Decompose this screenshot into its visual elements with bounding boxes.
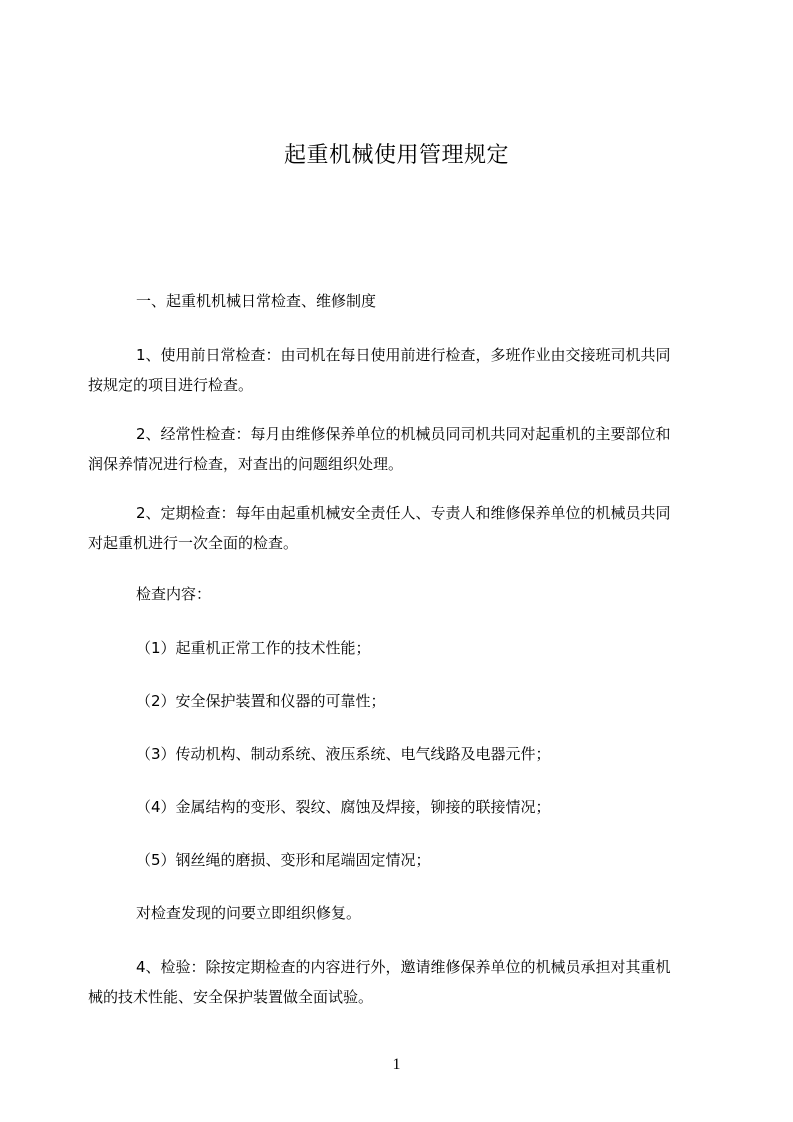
- paragraph-line: 4、检验：除按定期检查的内容进行外，邀请维修保养单位的机械员承担对其重机: [136, 958, 671, 976]
- section-heading: 一、起重机机械日常检查、维修制度: [136, 292, 377, 310]
- inspection-item-5: （5）钢丝绳的磨损、变形和尾端固定情况；: [136, 851, 431, 869]
- paragraph-line: 润保养情况进行检查，对查出的问题组织处理。: [88, 455, 404, 473]
- paragraph-line: 1、使用前日常检查：由司机在每日使用前进行检查，多班作业由交接班司机共同: [136, 346, 671, 364]
- paragraph-item-2: [88, 419, 671, 479]
- inspection-item-1: （1）起重机正常工作的技术性能；: [136, 639, 371, 657]
- inspection-item-2: （2）安全保护装置和仪器的可靠性；: [136, 692, 386, 710]
- inspection-item-4: （4）金属结构的变形、裂纹、腐蚀及焊接，铆接的联接情况；: [136, 798, 551, 816]
- document-title: 起重机械使用管理规定: [283, 143, 509, 168]
- repair-note: 对检查发现的问要立即组织修复。: [136, 904, 362, 922]
- paragraph-line: 2、经常性检查：每月由维修保养单位的机械员同司机共同对起重机的主要部位和: [136, 425, 671, 443]
- page-number: 1: [392, 1056, 401, 1073]
- paragraph-line: 对起重机进行一次全面的检查。: [88, 534, 299, 552]
- paragraph-item-1: [88, 340, 671, 400]
- paragraph-item-3: [88, 498, 671, 558]
- paragraph-line: 械的技术性能、安全保护装置做全面试验。: [88, 988, 374, 1006]
- inspection-item-3: （3）传动机构、制动系统、液压系统、电气线路及电器元件；: [136, 745, 551, 763]
- inspection-label: 检查内容：: [136, 585, 212, 603]
- paragraph-item-4: [88, 952, 671, 1012]
- paragraph-line: 2、定期检查：每年由起重机械安全责任人、专责人和维修保养单位的机械员共同: [136, 504, 671, 522]
- paragraph-line: 按规定的项目进行检查。: [88, 376, 254, 394]
